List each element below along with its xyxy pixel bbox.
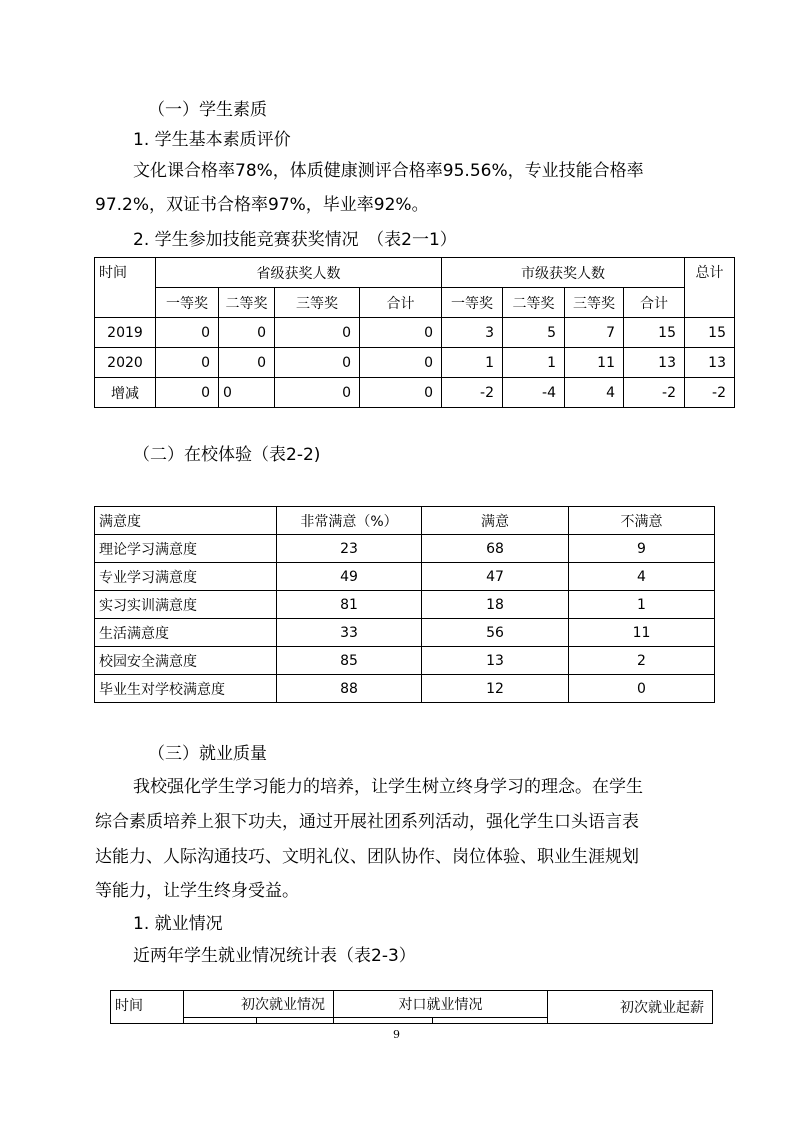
header-unsatisfied: 不满意 [569, 507, 715, 535]
table-cell: 88 [277, 675, 422, 703]
table-cell: 0 [275, 318, 360, 348]
table-cell: 13 [624, 348, 685, 378]
heading-student-quality: （一）学生素质 [148, 100, 267, 120]
row-label: 专业学习满意度 [95, 563, 277, 591]
table-cell: 0 [360, 318, 442, 348]
table-cell: 0 [219, 378, 275, 408]
table-cell: 4 [565, 378, 624, 408]
table-cell: 47 [422, 563, 569, 591]
employment-stats-table [110, 990, 713, 1024]
header-starting-salary: 初次就业起薪 [548, 991, 713, 1024]
subheader-cell: 合计 [360, 288, 442, 318]
table-cell: 23 [277, 535, 422, 563]
header-satisfied: 满意 [422, 507, 569, 535]
table-cell: 3 [442, 318, 503, 348]
table-cell: 4 [569, 563, 715, 591]
table-cell: 1 [569, 591, 715, 619]
table-cell: 33 [277, 619, 422, 647]
table-cell [433, 1018, 548, 1024]
table-cell [334, 1018, 433, 1024]
page-number: 9 [393, 1028, 400, 1041]
header-time: 时间 [111, 991, 184, 1024]
row-label: 校园安全满意度 [95, 647, 277, 675]
table-cell [257, 1018, 334, 1024]
table-cell: -4 [503, 378, 565, 408]
row-label: 2019 [95, 318, 156, 348]
paragraph-employment-line-4: 等能力，让学生终身受益。 [95, 881, 299, 901]
table-cell: -2 [624, 378, 685, 408]
heading-campus-experience: （二）在校体验（表2-2) [133, 445, 321, 465]
table-cell: 68 [422, 535, 569, 563]
table-cell: 0 [156, 378, 219, 408]
subheader-cell: 合计 [624, 288, 685, 318]
table-row [95, 348, 735, 378]
header-provincial: 省级获奖人数 [156, 258, 442, 288]
table-cell: 1 [442, 348, 503, 378]
table-cell: 13 [685, 348, 735, 378]
row-label: 实习实训满意度 [95, 591, 277, 619]
table-cell: 1 [503, 348, 565, 378]
table-row [95, 675, 715, 703]
table-cell: 11 [565, 348, 624, 378]
table-cell: 0 [569, 675, 715, 703]
heading-employment-quality: （三）就业质量 [148, 744, 267, 764]
table-row [95, 619, 715, 647]
subheader-cell: 二等奖 [219, 288, 275, 318]
header-very-satisfied: 非常满意（%） [277, 507, 422, 535]
table-cell: 0 [275, 378, 360, 408]
subheading-employment: 1. 就业情况 [133, 914, 223, 934]
table-row [95, 318, 735, 348]
paragraph-employment-line-1: 我校强化学生学习能力的培养，让学生树立终身学习的理念。在学生 [133, 777, 643, 797]
header-total: 总计 [685, 258, 735, 318]
table-cell: 13 [422, 647, 569, 675]
table-row [95, 591, 715, 619]
table-cell: 18 [422, 591, 569, 619]
row-label: 理论学习满意度 [95, 535, 277, 563]
subheading-competition: 2. 学生参加技能竞赛获奖情况 （表2一1） [133, 230, 457, 250]
table-row [95, 563, 715, 591]
header-satisfaction: 满意度 [95, 507, 277, 535]
row-label: 毕业生对学校满意度 [95, 675, 277, 703]
table-cell: 9 [569, 535, 715, 563]
competition-awards-table [94, 257, 735, 408]
row-label: 增减 [95, 378, 156, 408]
subheader-cell: 二等奖 [503, 288, 565, 318]
header-matched-employment: 对口就业情况 [334, 991, 548, 1018]
table-cell: 0 [156, 318, 219, 348]
row-label: 2020 [95, 348, 156, 378]
table-cell: 11 [569, 619, 715, 647]
table-cell: 0 [275, 348, 360, 378]
satisfaction-table [94, 506, 715, 703]
table-cell: 81 [277, 591, 422, 619]
table-cell: 15 [624, 318, 685, 348]
subheader-cell: 三等奖 [275, 288, 360, 318]
row-label: 生活满意度 [95, 619, 277, 647]
table-cell: 85 [277, 647, 422, 675]
header-municipal: 市级获奖人数 [442, 258, 685, 288]
subheader-cell: 一等奖 [442, 288, 503, 318]
subheader-cell: 三等奖 [565, 288, 624, 318]
table-cell: 49 [277, 563, 422, 591]
paragraph-employment-line-2: 综合素质培养上狠下功夫，通过开展社团系列活动，强化学生口头语言表 [95, 812, 639, 832]
paragraph-employment-line-3: 达能力、人际沟通技巧、文明礼仪、团队协作、岗位体验、职业生涯规划 [95, 847, 639, 867]
table-cell: 0 [219, 348, 275, 378]
table-row [95, 378, 735, 408]
table-cell: 7 [565, 318, 624, 348]
table-cell: -2 [685, 378, 735, 408]
table-cell: -2 [442, 378, 503, 408]
table-cell: 2 [569, 647, 715, 675]
table-cell: 0 [360, 348, 442, 378]
table-cell: 0 [156, 348, 219, 378]
table-cell: 15 [685, 318, 735, 348]
table-cell [184, 1018, 257, 1024]
paragraph-rates-line-2: 97.2%，双证书合格率97%，毕业率92%。 [95, 195, 429, 215]
table-cell: 56 [422, 619, 569, 647]
paragraph-rates-line-1: 文化课合格率78%，体质健康测评合格率95.56%，专业技能合格率 [133, 161, 644, 181]
subheading-basic-quality: 1. 学生基本素质评价 [133, 130, 291, 150]
table-cell: 0 [219, 318, 275, 348]
table-row [95, 535, 715, 563]
table-cell: 0 [360, 378, 442, 408]
header-time: 时间 [95, 258, 156, 318]
subheader-cell: 一等奖 [156, 288, 219, 318]
table-cell: 5 [503, 318, 565, 348]
table3-caption: 近两年学生就业情况统计表（表2-3） [133, 946, 416, 966]
table-row [95, 647, 715, 675]
table-cell: 12 [422, 675, 569, 703]
header-initial-employment: 初次就业情况 [184, 991, 334, 1018]
